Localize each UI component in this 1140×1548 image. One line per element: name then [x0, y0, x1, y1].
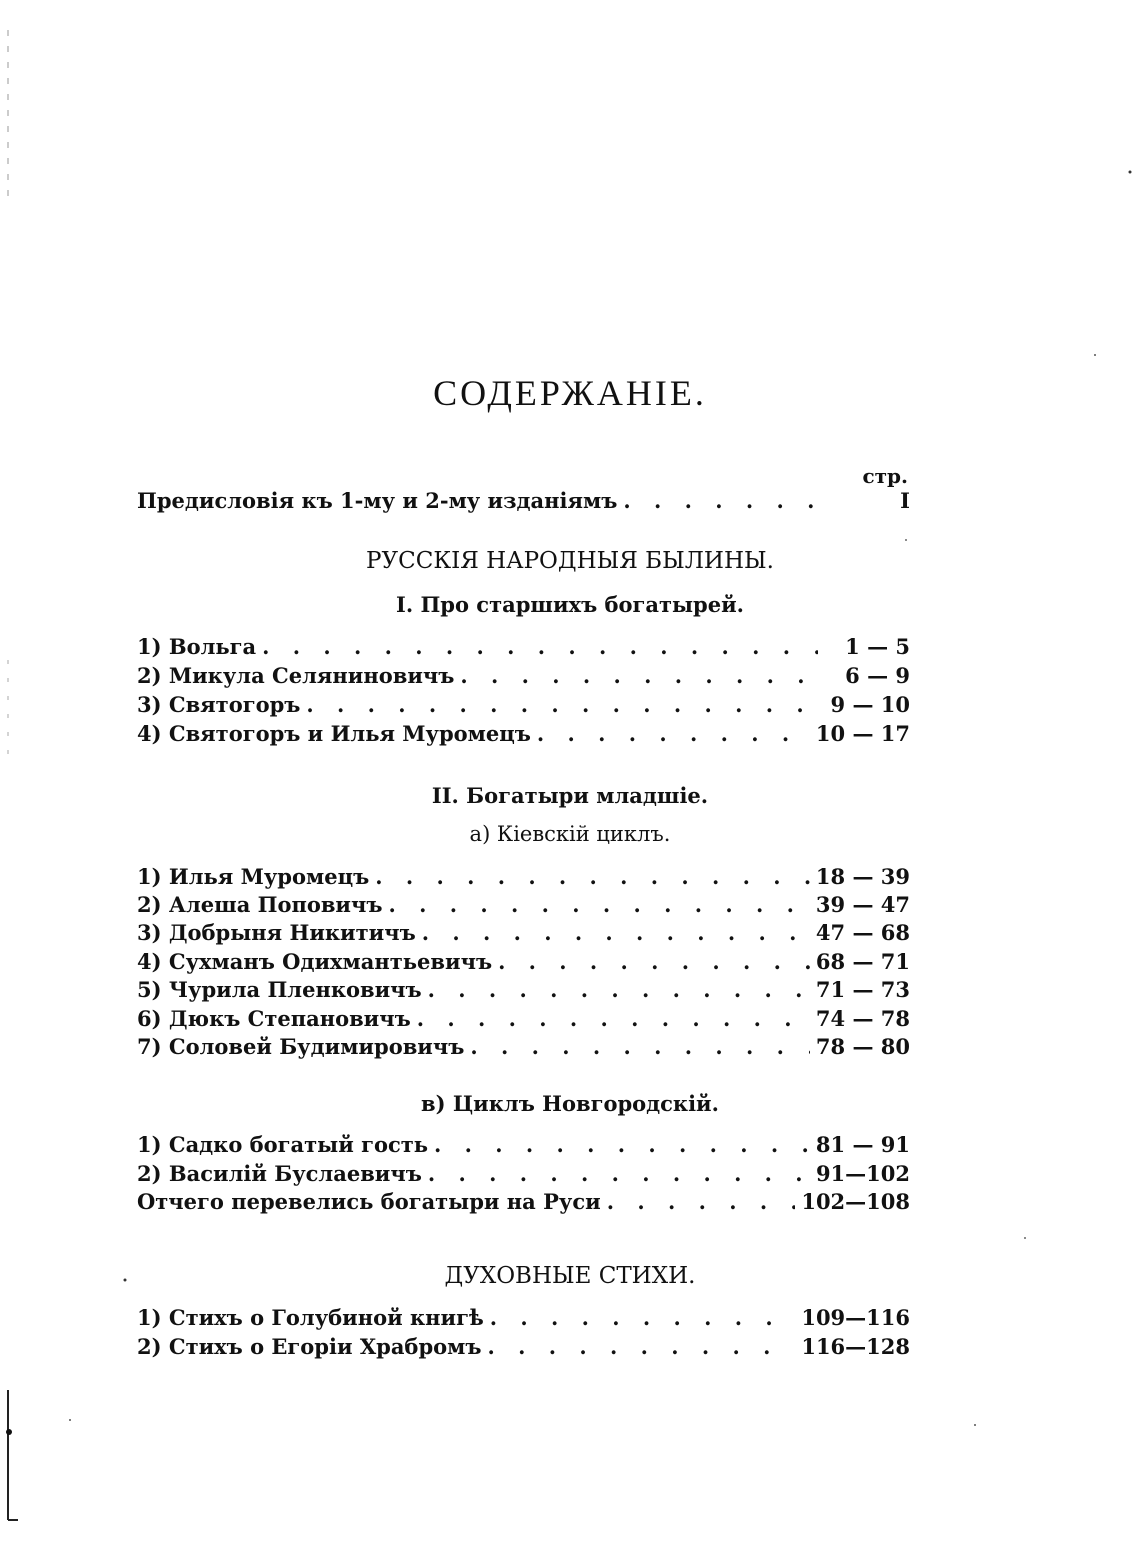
subpart-heading-novgorod-cycle: в) Циклъ Новгородскій.: [421, 1091, 719, 1116]
toc-entry-pages: 102—108: [801, 1189, 910, 1214]
dot-leader: [607, 1187, 796, 1216]
dot-leader: [434, 1130, 810, 1159]
toc-entry-label: 1) Вольга: [137, 634, 257, 659]
toc-entry[interactable]: [137, 918, 910, 947]
toc-entry-pages: 68 — 71: [815, 949, 910, 974]
page-title: СОДЕРЖАНІЕ.: [433, 373, 707, 413]
toc-entry[interactable]: [137, 862, 910, 891]
toc-entry-pages: 74 — 78: [815, 1006, 910, 1031]
toc-entry-label: 4) Святогоръ и Илья Муромецъ: [137, 721, 531, 746]
toc-entry-label: 5) Чурила Пленковичъ: [137, 977, 422, 1002]
dot-leader: [388, 890, 809, 919]
dot-leader: [262, 632, 818, 661]
toc-entry[interactable]: [137, 719, 910, 748]
subpart-heading-kiev-cycle: а) Кіевскій циклъ.: [469, 822, 671, 846]
toc-entry-pages: 1 — 5: [845, 634, 910, 659]
toc-entry-label: 2) Стихъ о Егоріи Храбромъ: [137, 1334, 482, 1359]
toc-entry[interactable]: [137, 1303, 910, 1332]
toc-entry-pages: 47 — 68: [815, 920, 910, 945]
toc-entry[interactable]: [137, 1004, 910, 1033]
dot-leader: [470, 1032, 810, 1061]
toc-entry[interactable]: [137, 1332, 910, 1361]
toc-entry-pages: 10 — 17: [815, 721, 910, 746]
toc-entry[interactable]: [137, 1130, 910, 1159]
dot-leader: [460, 661, 818, 690]
toc-entry[interactable]: [137, 947, 910, 976]
toc-entry-label: Отчего перевелись богатыри на Руси: [137, 1189, 601, 1214]
dot-leader: [422, 918, 810, 947]
toc-entry-label: 4) Сухманъ Одихмантьевичъ: [137, 949, 493, 974]
dot-leader: [306, 690, 818, 719]
toc-entry[interactable]: [137, 975, 910, 1004]
toc-entry-preface[interactable]: [137, 486, 910, 515]
dot-leader: [417, 1004, 810, 1033]
toc-entry-label: 6) Дюкъ Степановичъ: [137, 1006, 411, 1031]
toc-entry-pages: I: [900, 488, 910, 513]
section-heading-spiritual-verses: ДУХОВНЫЕ СТИХИ.: [444, 1263, 696, 1289]
toc-entry-label: 3) Святогоръ: [137, 692, 301, 717]
toc-entry-label: 2) Микула Селяниновичъ: [137, 663, 455, 688]
dot-leader: [375, 862, 810, 891]
dot-leader: [623, 486, 818, 515]
toc-entry[interactable]: [137, 890, 910, 919]
toc-entry-pages: 6 — 9: [845, 663, 910, 688]
toc-entry-pages: 116—128: [801, 1334, 910, 1359]
toc-entry-pages: 91—102: [815, 1161, 910, 1186]
dot-leader: [487, 1332, 795, 1361]
toc-entry-label: 2) Василій Буслаевичъ: [137, 1161, 422, 1186]
toc-entry-pages: 109—116: [801, 1305, 910, 1330]
toc-entry-pages: 18 — 39: [815, 864, 910, 889]
page-column-header: стр.: [862, 464, 908, 488]
toc-entry-label: 2) Алеша Поповичъ: [137, 892, 383, 917]
dot-leader: [428, 975, 810, 1004]
toc-entry-label: 7) Соловей Будимировичъ: [137, 1034, 465, 1059]
toc-entry[interactable]: [137, 632, 910, 661]
dot-leader: [490, 1303, 796, 1332]
toc-entry-pages: 71 — 73: [815, 977, 910, 1002]
toc-entry-pages: 78 — 80: [815, 1034, 910, 1059]
dot-leader: [537, 719, 810, 748]
toc-entry[interactable]: [137, 1159, 910, 1188]
toc-entry-label: 1) Илья Муромецъ: [137, 864, 370, 889]
part-heading-younger-heroes: II. Богатыри младшіе.: [431, 783, 709, 808]
toc-entry-label: 1) Стихъ о Голубиной книгѣ: [137, 1305, 484, 1330]
toc-entry-label: Предисловія къ 1-му и 2-му изданіямъ: [137, 488, 618, 513]
toc-entry[interactable]: [137, 1187, 910, 1216]
toc-entry-pages: 9 — 10: [830, 692, 910, 717]
toc-entry-label: 3) Добрыня Никитичъ: [137, 920, 416, 945]
dot-leader: [498, 947, 810, 976]
toc-entry-pages: 81 — 91: [815, 1132, 910, 1157]
toc-entry[interactable]: [137, 690, 910, 719]
part-heading-elder-heroes: I. Про старшихъ богатырей.: [396, 592, 744, 617]
section-heading-byliny: РУССКІЯ НАРОДНЫЯ БЫЛИНЫ.: [366, 548, 774, 574]
toc-entry[interactable]: [137, 661, 910, 690]
toc-entry[interactable]: [137, 1032, 910, 1061]
dot-leader: [428, 1159, 810, 1188]
toc-entry-pages: 39 — 47: [815, 892, 910, 917]
toc-entry-label: 1) Садко богатый гость: [137, 1132, 429, 1157]
